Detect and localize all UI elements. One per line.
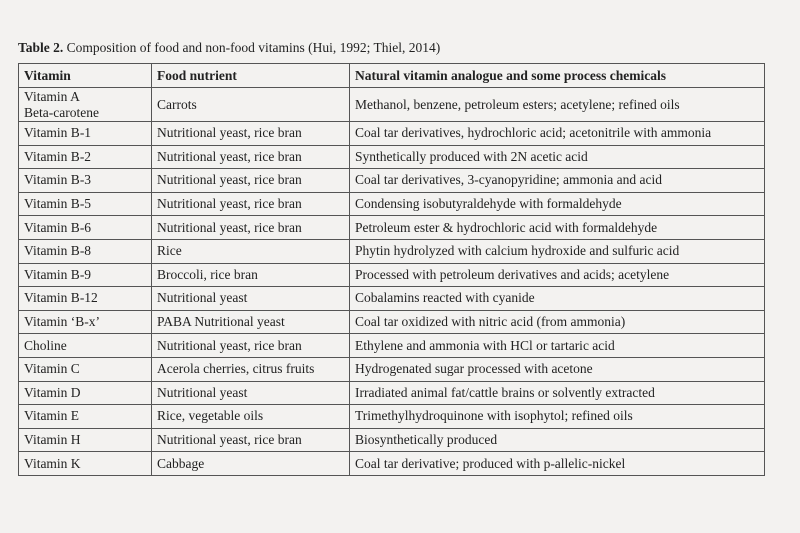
table-row <box>19 287 765 311</box>
cell-vitamin: Vitamin ‘B-x’ <box>19 310 152 334</box>
cell-vitamin: Vitamin B-5 <box>19 192 152 216</box>
cell-vitamin: Vitamin B-3 <box>19 169 152 193</box>
cell-food-nutrient: Nutritional yeast, rice bran <box>152 169 350 193</box>
cell-food-nutrient: Nutritional yeast, rice bran <box>152 428 350 452</box>
header-row <box>19 64 765 88</box>
table-row <box>19 145 765 169</box>
cell-food-nutrient: Cabbage <box>152 452 350 476</box>
cell-chemicals: Ethylene and ammonia with HCl or tartaric acid <box>350 334 765 358</box>
cell-chemicals: Cobalamins reacted with cyanide <box>350 287 765 311</box>
cell-food-nutrient: PABA Nutritional yeast <box>152 310 350 334</box>
cell-food-nutrient: Nutritional yeast, rice bran <box>152 122 350 146</box>
header-vitamin: Vitamin <box>19 64 152 88</box>
header-chemicals: Natural vitamin analogue and some process chemicals <box>350 64 765 88</box>
table-row <box>19 122 765 146</box>
cell-food-nutrient: Nutritional yeast, rice bran <box>152 216 350 240</box>
cell-vitamin: Vitamin D <box>19 381 152 405</box>
cell-vitamin: Choline <box>19 334 152 358</box>
cell-vitamin: Vitamin B-9 <box>19 263 152 287</box>
cell-food-nutrient: Nutritional yeast, rice bran <box>152 334 350 358</box>
vitamin-name: Vitamin A <box>24 88 80 104</box>
cell-chemicals: Methanol, benzene, petroleum esters; acetylene; refined oils <box>350 88 765 122</box>
cell-chemicals: Coal tar derivative; produced with p-allelic-nickel <box>350 452 765 476</box>
vitamin-alias: Beta-carotene <box>24 104 99 120</box>
caption-text: Composition of food and non-food vitamins (Hui, 1992; Thiel, 2014) <box>66 40 441 55</box>
table-row <box>19 310 765 334</box>
table-row <box>19 452 765 476</box>
cell-chemicals: Hydrogenated sugar processed with acetone <box>350 357 765 381</box>
cell-chemicals: Coal tar oxidized with nitric acid (from ammonia) <box>350 310 765 334</box>
vitamins-table <box>18 63 765 476</box>
table-row <box>19 216 765 240</box>
cell-chemicals: Trimethylhydroquinone with isophytol; refined oils <box>350 405 765 429</box>
cell-chemicals: Petroleum ester & hydrochloric acid with formaldehyde <box>350 216 765 240</box>
header-food-nutrient: Food nutrient <box>152 64 350 88</box>
cell-food-nutrient: Rice <box>152 239 350 263</box>
cell-vitamin <box>19 88 152 122</box>
cell-vitamin: Vitamin E <box>19 405 152 429</box>
cell-vitamin: Vitamin B-12 <box>19 287 152 311</box>
cell-food-nutrient: Nutritional yeast, rice bran <box>152 192 350 216</box>
cell-food-nutrient: Broccoli, rice bran <box>152 263 350 287</box>
cell-food-nutrient: Acerola cherries, citrus fruits <box>152 357 350 381</box>
cell-chemicals: Phytin hydrolyzed with calcium hydroxide and sulfuric acid <box>350 239 765 263</box>
table-row <box>19 334 765 358</box>
cell-food-nutrient: Nutritional yeast <box>152 287 350 311</box>
caption-label: Table 2. <box>18 40 64 55</box>
table-row <box>19 88 765 122</box>
table-row <box>19 239 765 263</box>
cell-food-nutrient: Nutritional yeast <box>152 381 350 405</box>
cell-chemicals: Coal tar derivatives, hydrochloric acid; acetonitrile with ammonia <box>350 122 765 146</box>
cell-vitamin: Vitamin B-8 <box>19 239 152 263</box>
cell-vitamin: Vitamin K <box>19 452 152 476</box>
cell-chemicals: Processed with petroleum derivatives and acids; acetylene <box>350 263 765 287</box>
table-row <box>19 405 765 429</box>
cell-food-nutrient: Nutritional yeast, rice bran <box>152 145 350 169</box>
cell-food-nutrient: Carrots <box>152 88 350 122</box>
table-caption <box>18 40 440 56</box>
table-row <box>19 263 765 287</box>
cell-chemicals: Coal tar derivatives, 3-cyanopyridine; ammonia and acid <box>350 169 765 193</box>
cell-vitamin: Vitamin B-2 <box>19 145 152 169</box>
table-row <box>19 428 765 452</box>
table-row <box>19 192 765 216</box>
cell-vitamin: Vitamin H <box>19 428 152 452</box>
cell-chemicals: Synthetically produced with 2N acetic acid <box>350 145 765 169</box>
cell-food-nutrient: Rice, vegetable oils <box>152 405 350 429</box>
cell-chemicals: Condensing isobutyraldehyde with formaldehyde <box>350 192 765 216</box>
table-row <box>19 381 765 405</box>
cell-chemicals: Irradiated animal fat/cattle brains or solvently extracted <box>350 381 765 405</box>
cell-vitamin: Vitamin B-6 <box>19 216 152 240</box>
cell-chemicals: Biosynthetically produced <box>350 428 765 452</box>
table-row <box>19 357 765 381</box>
table-row <box>19 169 765 193</box>
cell-vitamin: Vitamin B-1 <box>19 122 152 146</box>
cell-vitamin: Vitamin C <box>19 357 152 381</box>
